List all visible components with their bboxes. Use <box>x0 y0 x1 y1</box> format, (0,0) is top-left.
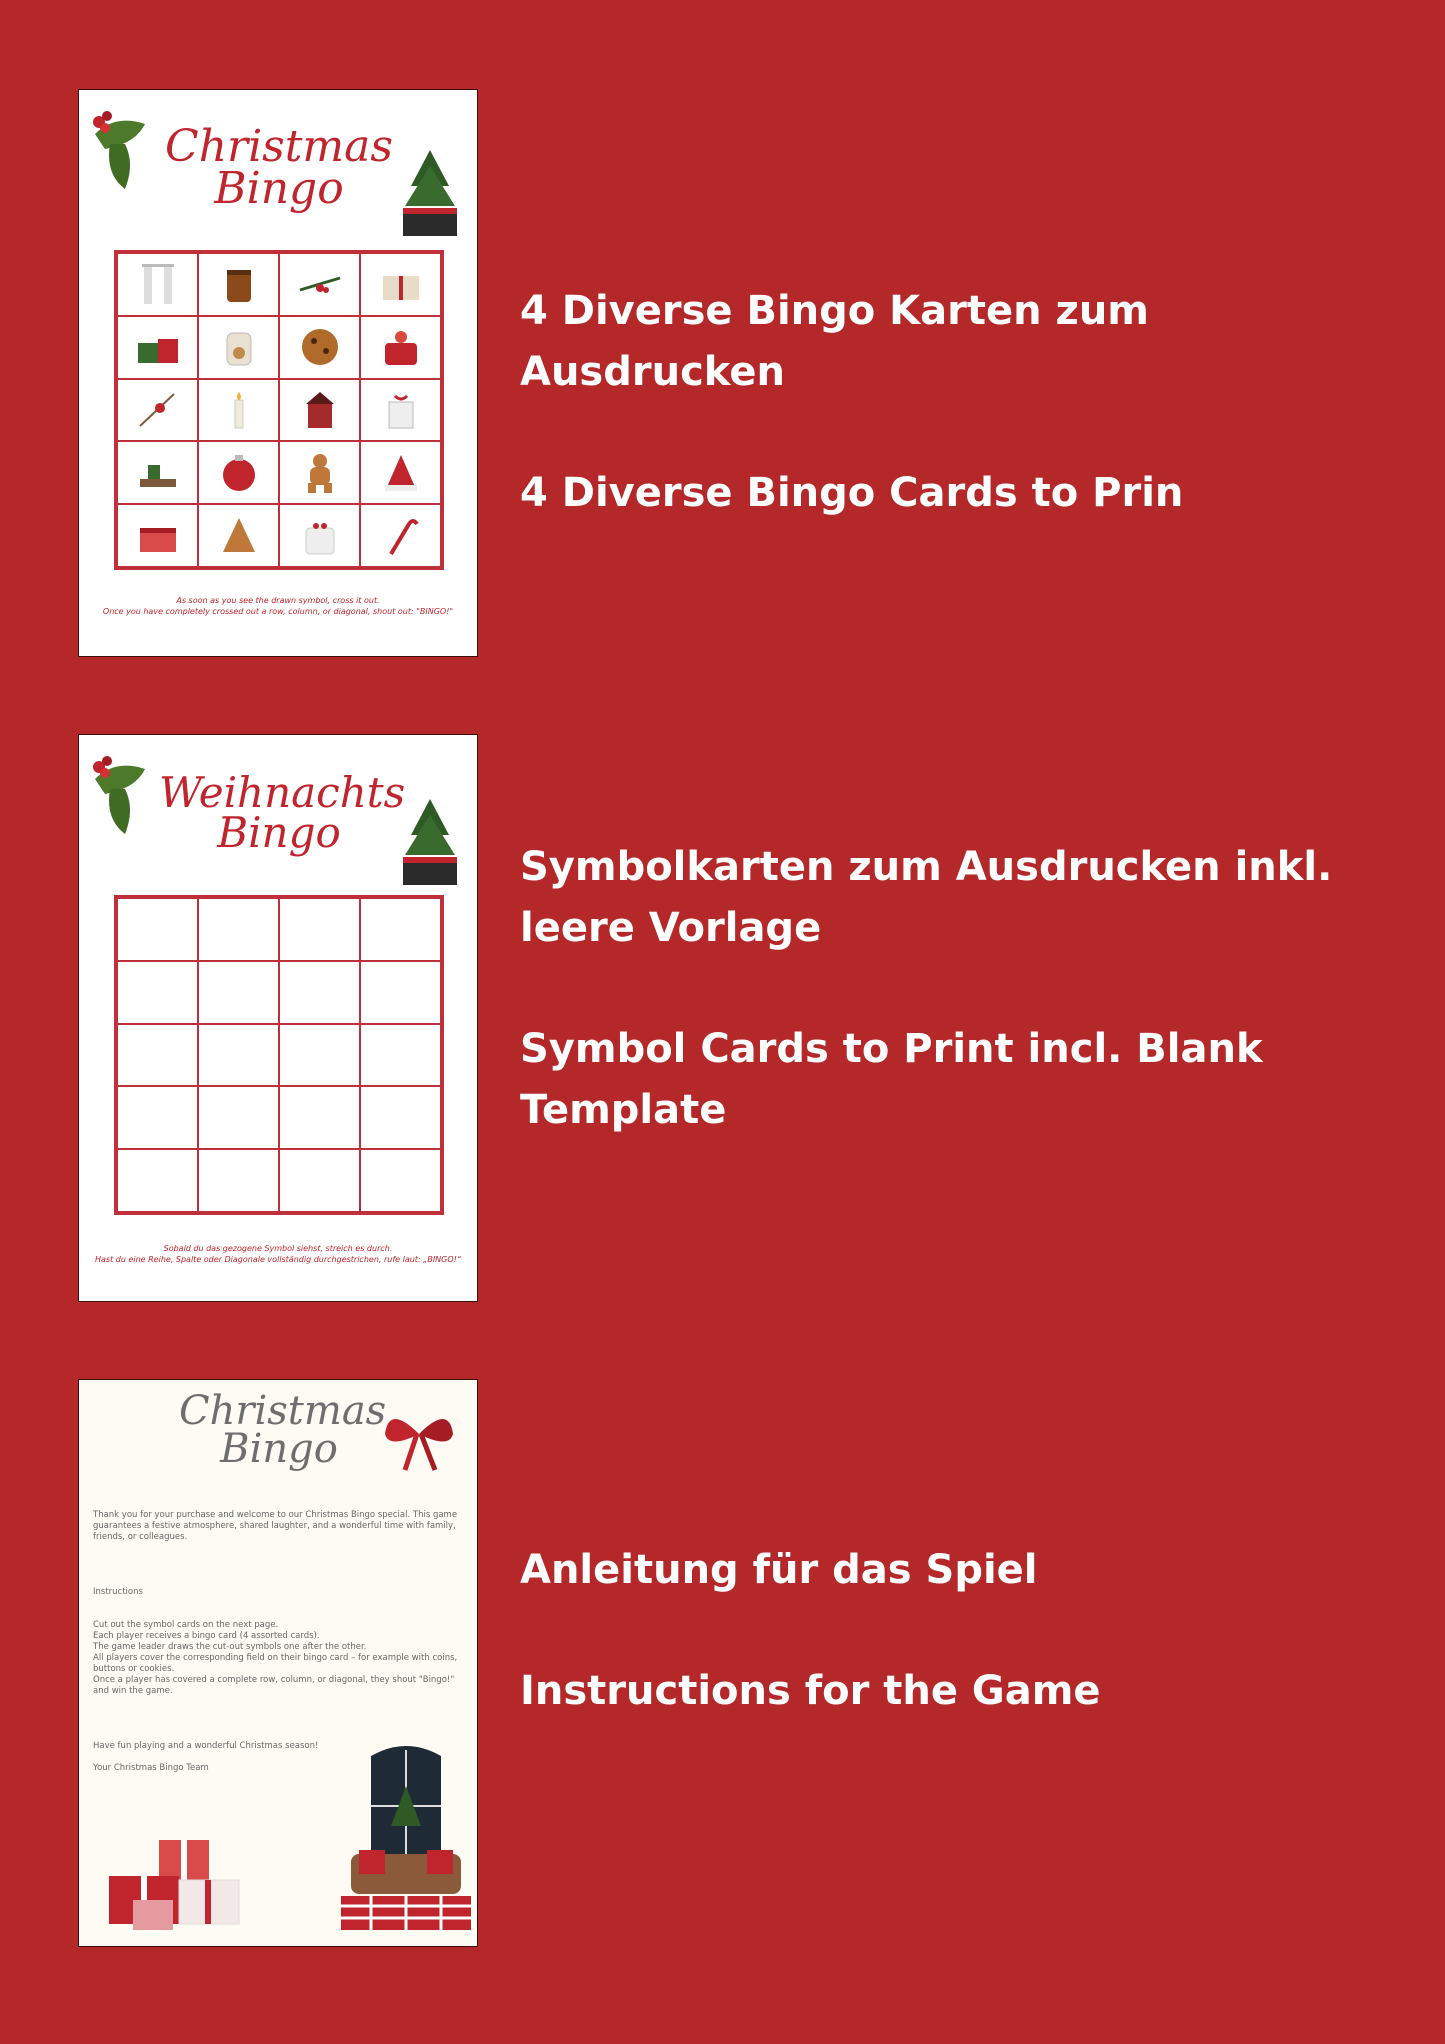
card-title-line1: Christmas <box>179 1388 387 1434</box>
instruction-step: Each player receives a bingo card (4 assorted cards). <box>93 1631 320 1641</box>
white-cake-icon <box>296 512 344 560</box>
description-english: Symbol Cards to Print incl. Blank Template <box>520 1026 1263 1133</box>
grid-cell <box>279 898 360 961</box>
grid-cell <box>117 1086 198 1149</box>
closing-text: Have fun playing and a wonderful Christmas season! <box>93 1741 319 1751</box>
gift-bag-icon <box>377 386 425 434</box>
card-title <box>159 121 399 214</box>
grid-cell <box>117 1149 198 1212</box>
instruction-step: Cut out the symbol cards on the next page. <box>93 1620 279 1630</box>
card-footer <box>89 595 467 617</box>
description-german: 4 Diverse Bingo Karten zum Ausdrucken <box>520 288 1149 395</box>
section-description <box>520 281 1340 584</box>
presents-icon <box>134 323 182 371</box>
candle-jar-icon <box>215 260 263 308</box>
grid-cell <box>360 898 441 961</box>
candy-cane-icon <box>377 512 425 560</box>
grid-cell <box>360 504 441 567</box>
grid-cell <box>117 961 198 1024</box>
section-description <box>520 837 1340 1201</box>
christmas-tree-icon <box>397 795 463 891</box>
grid-cell <box>279 441 360 504</box>
floral-decoration-icon <box>134 386 182 434</box>
card-footer-line1: Sobald du das gezogene Symbol siehst, streich es durch. <box>163 1244 393 1253</box>
grid-cell <box>198 1149 279 1212</box>
grid-cell <box>198 1086 279 1149</box>
presents-illustration-icon <box>99 1820 249 1935</box>
description-english: 4 Diverse Bingo Cards to Prin <box>520 470 1184 516</box>
grid-cell <box>279 1024 360 1087</box>
bow-icon <box>379 1404 459 1474</box>
section-description <box>520 1540 1340 1782</box>
grid-cell <box>279 379 360 442</box>
description-german: Anleitung für das Spiel <box>520 1547 1038 1593</box>
grid-cell <box>279 1086 360 1149</box>
tray-icon <box>134 449 182 497</box>
grid-cell <box>360 441 441 504</box>
grid-cell <box>279 961 360 1024</box>
grid-cell <box>198 961 279 1024</box>
card-title-line2: Bingo <box>217 807 341 857</box>
grid-cell <box>117 441 198 504</box>
signature-text: Your Christmas Bingo Team <box>93 1763 209 1773</box>
cookie-icon <box>296 323 344 371</box>
grid-cell <box>360 253 441 316</box>
red-box-icon <box>134 512 182 560</box>
card-footer-line2: Once you have completely crossed out a row, column, or diagonal, shout out: "BINGO!" <box>102 607 454 616</box>
card-title-line1: Weihnachts <box>159 768 406 817</box>
card-title-line1: Christmas <box>165 121 393 172</box>
intro-text: Thank you for your purchase and welcome to our Christmas Bingo special. This game guarantees a festive atmosphere, shared laughter, and a wonderful time with family, friends, or colleagues. <box>93 1510 458 1542</box>
grid-cell <box>198 441 279 504</box>
living-room-illustration-icon <box>341 1746 471 1936</box>
gingerbread-tree-icon <box>215 512 263 560</box>
candle-icon <box>215 386 263 434</box>
bingo-grid <box>114 250 444 570</box>
card-title <box>159 768 406 857</box>
gingerbread-man-icon <box>296 449 344 497</box>
grid-cell <box>279 1149 360 1212</box>
card-footer-line1: As soon as you see the drawn symbol, cross it out. <box>176 596 380 605</box>
bingo-card-preview <box>78 89 478 657</box>
gift-box-icon <box>377 260 425 308</box>
blank-card-preview <box>78 734 478 1302</box>
blank-bingo-grid <box>114 895 444 1215</box>
grid-cell <box>360 316 441 379</box>
description-english: Instructions for the Game <box>520 1668 1101 1714</box>
card-title-line2: Bingo <box>214 162 344 214</box>
card-title <box>179 1388 387 1472</box>
grid-cell <box>360 961 441 1024</box>
grid-cell <box>198 504 279 567</box>
grid-cell <box>117 379 198 442</box>
grid-cell <box>117 253 198 316</box>
instructions-card-preview <box>78 1379 478 1947</box>
card-footer-line2: Hast du eine Reihe, Spalte oder Diagonale vollständig durchgestrichen, rufe laut: „BINGO!“ <box>94 1255 462 1264</box>
grid-cell <box>198 1024 279 1087</box>
pine-branch-icon <box>296 260 344 308</box>
instruction-step: The game leader draws the cut-out symbols one after the other. <box>93 1642 367 1652</box>
instructions-body <box>93 1510 463 1774</box>
instructions-heading: Instructions <box>93 1587 143 1597</box>
grid-cell <box>117 504 198 567</box>
grid-cell <box>360 379 441 442</box>
grid-cell <box>198 898 279 961</box>
card-title-line2: Bingo <box>220 1426 338 1472</box>
christmas-tree-icon <box>397 146 463 242</box>
grid-cell <box>117 316 198 379</box>
ornament-ball-icon <box>215 449 263 497</box>
instruction-step: All players cover the corresponding field on their bingo card – for example with coins, buttons or cookies. <box>93 1653 458 1674</box>
grid-cell <box>117 898 198 961</box>
curtain-icon <box>134 260 182 308</box>
christmas-cake-icon <box>377 323 425 371</box>
grid-cell <box>279 253 360 316</box>
instruction-step: Once a player has covered a complete row, column, or diagonal, they shout "Bingo!" and win the game. <box>93 1675 455 1696</box>
grid-cell <box>279 504 360 567</box>
santa-hat-icon <box>377 449 425 497</box>
grid-cell <box>360 1149 441 1212</box>
grid-cell <box>198 253 279 316</box>
grid-cell <box>117 1024 198 1087</box>
grid-cell <box>360 1024 441 1087</box>
house-icon <box>296 386 344 434</box>
grid-cell <box>198 316 279 379</box>
description-german: Symbolkarten zum Ausdrucken inkl. leere Vorlage <box>520 844 1333 951</box>
cookie-jar-icon <box>215 323 263 371</box>
grid-cell <box>198 379 279 442</box>
grid-cell <box>360 1086 441 1149</box>
card-footer <box>89 1243 467 1265</box>
grid-cell <box>279 316 360 379</box>
